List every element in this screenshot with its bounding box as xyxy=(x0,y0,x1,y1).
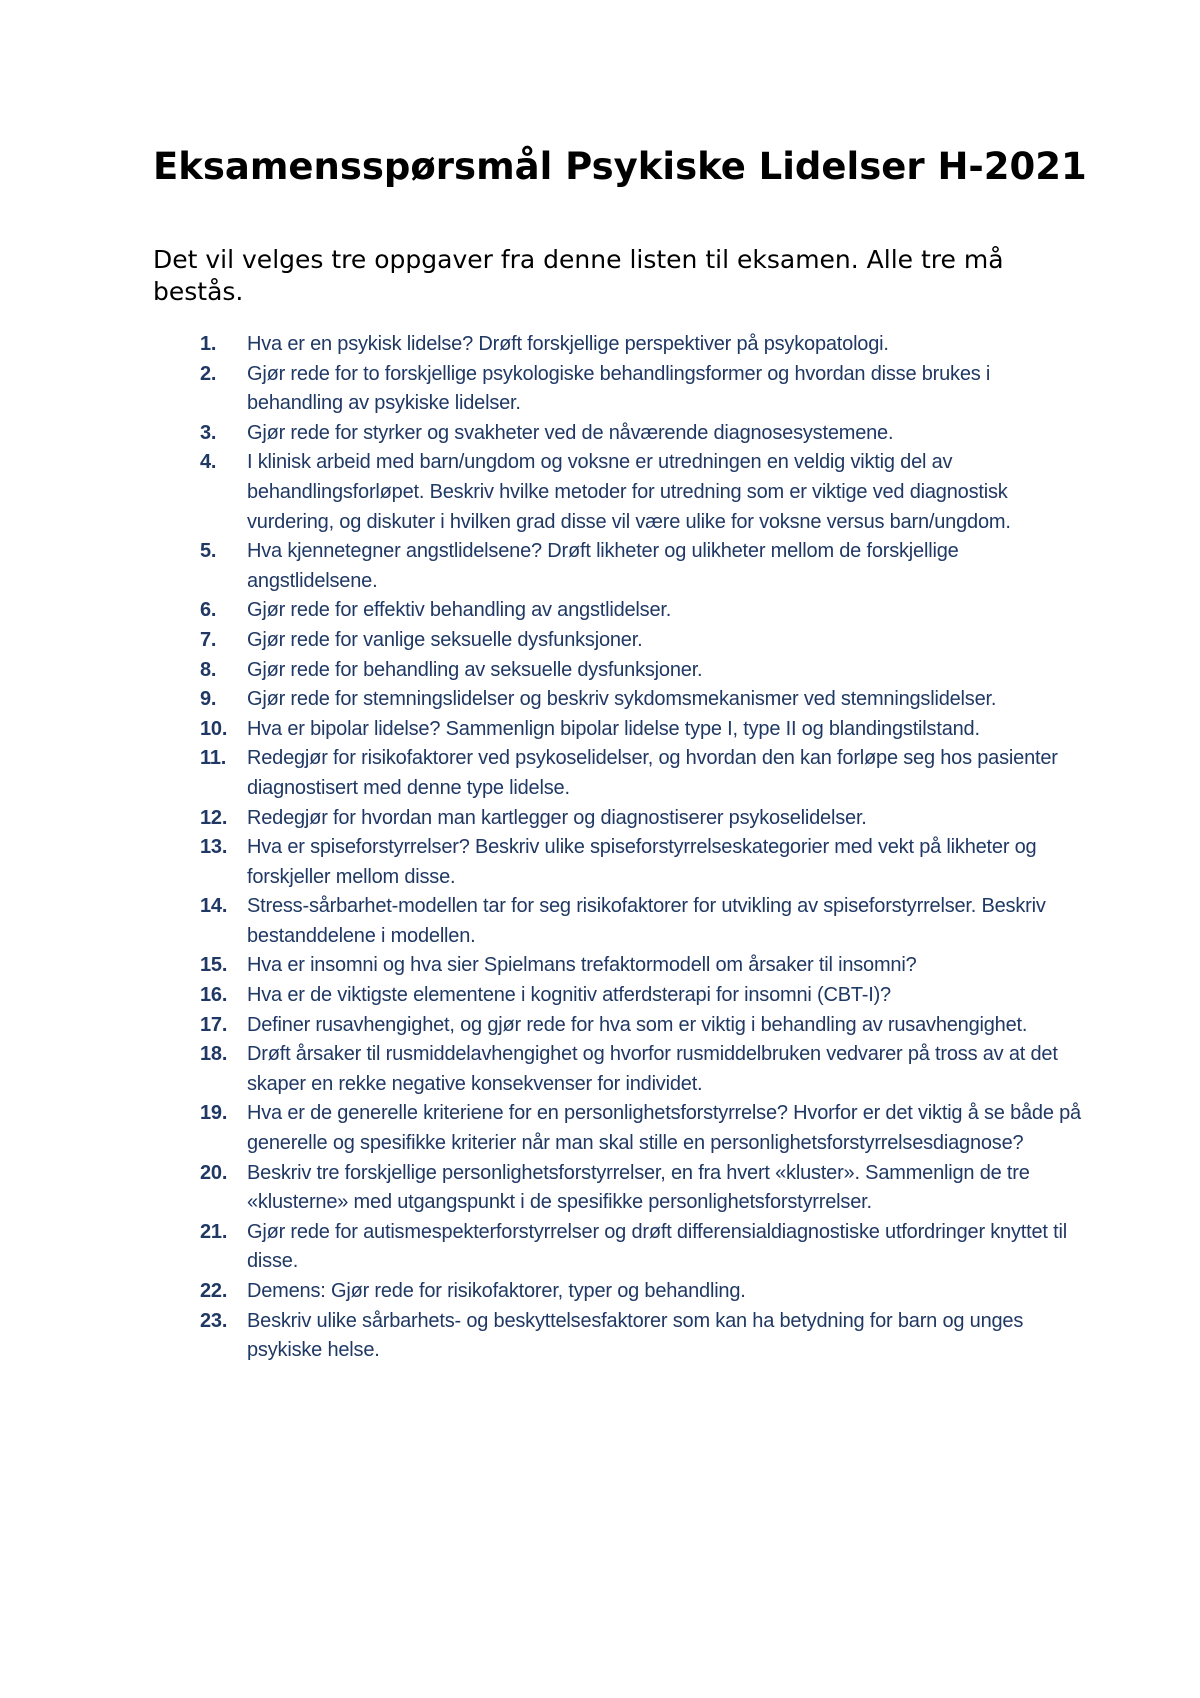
question-item xyxy=(200,330,1087,360)
question-number: 17. xyxy=(200,1013,228,1036)
question-text: Hva er insomni og hva sier Spielmans trefaktormodell om årsaker til insomni? xyxy=(247,954,917,977)
question-number: 14. xyxy=(200,895,228,918)
question-item xyxy=(200,360,1087,419)
question-number: 1. xyxy=(200,333,217,355)
document-title: Eksamensspørsmål Psykiske Lidelser H-2021 xyxy=(153,145,1087,188)
question-item xyxy=(200,744,1087,803)
question-text: Gjør rede for autismespekterforstyrrelser og drøft differensialdiagnostiske utfordringer knyttet til disse. xyxy=(247,1220,1067,1273)
question-item xyxy=(200,1159,1087,1218)
question-item xyxy=(200,715,1087,745)
question-text: Hva er de generelle kriteriene for en personlighetsforstyrrelse? Hvorfor er det viktig å se både på generelle og spesifikke kriterier når man skal stille en personlighetsforstyrrelsesdiagnose? xyxy=(247,1102,1081,1155)
question-text: Stress-sårbarhet-modellen tar for seg risikofaktorer for utvikling av spiseforstyrrelser. Beskriv bestanddelene i modellen. xyxy=(247,895,1046,947)
question-number: 2. xyxy=(200,362,217,385)
question-number: 5. xyxy=(200,540,217,563)
question-text: Gjør rede for stemningslidelser og beskriv sykdomsmekanismer ved stemningslidelser. xyxy=(247,688,997,711)
question-text: Beskriv ulike sårbarhets- og beskyttelsesfaktorer som kan ha betydning for barn og unges psykiske helse. xyxy=(247,1309,1024,1362)
question-number: 16. xyxy=(200,984,228,1007)
question-item xyxy=(200,892,1087,951)
question-number: 9. xyxy=(200,688,217,711)
question-text: Gjør rede for behandling av seksuelle dysfunksjoner. xyxy=(247,658,703,681)
question-item xyxy=(200,1011,1087,1041)
question-item xyxy=(200,537,1087,596)
question-number: 7. xyxy=(200,628,217,651)
question-item xyxy=(200,1099,1087,1158)
question-text: Gjør rede for to forskjellige psykologiske behandlingsformer og hvordan disse brukes i behandling av psykiske lidelser. xyxy=(247,362,991,415)
question-item xyxy=(200,448,1087,537)
question-item xyxy=(200,1218,1087,1277)
question-text: Hva er en psykisk lidelse? Drøft forskjellige perspektiver på psykopatologi. xyxy=(247,333,889,355)
question-text: Hva er bipolar lidelse? Sammenlign bipolar lidelse type I, type II og blandingstilstand. xyxy=(247,717,980,740)
question-list xyxy=(200,330,1087,1366)
question-item xyxy=(200,596,1087,626)
question-text: Gjør rede for effektiv behandling av angstlidelser. xyxy=(247,599,672,622)
question-item xyxy=(200,804,1087,834)
question-number: 21. xyxy=(200,1220,228,1243)
question-text: Redegjør for risikofaktorer ved psykoselidelser, og hvordan den kan forløpe seg hos pasienter diagnostisert med denne type lidelse. xyxy=(247,747,1058,799)
question-text: Demens: Gjør rede for risikofaktorer, typer og behandling. xyxy=(247,1280,746,1302)
question-text: Hva er spiseforstyrrelser? Beskriv ulike spiseforstyrrelseskategorier med vekt på likheter og forskjeller mellom disse. xyxy=(247,836,1037,888)
question-text: Hva er de viktigste elementene i kognitiv atferdsterapi for insomni (CBT-I)? xyxy=(247,984,891,1007)
question-number: 22. xyxy=(200,1280,228,1302)
question-item xyxy=(200,685,1087,715)
question-number: 20. xyxy=(200,1161,228,1184)
question-number: 12. xyxy=(200,806,228,829)
question-item xyxy=(200,1277,1087,1307)
question-number: 18. xyxy=(200,1043,228,1066)
question-item xyxy=(200,951,1087,981)
question-text: Beskriv tre forskjellige personlighetsforstyrrelser, en fra hvert «kluster». Sammenlign de tre «klusterne» med utgangspunkt i de spesifikke personlighetsforstyrrelser. xyxy=(247,1161,1030,1214)
question-number: 15. xyxy=(200,954,228,977)
question-number: 19. xyxy=(200,1102,228,1125)
question-item xyxy=(200,656,1087,686)
question-item xyxy=(200,1040,1087,1099)
question-item xyxy=(200,626,1087,656)
question-item xyxy=(200,1307,1087,1366)
question-number: 13. xyxy=(200,836,228,859)
question-number: 4. xyxy=(200,451,217,474)
question-number: 3. xyxy=(200,421,217,444)
question-number: 23. xyxy=(200,1309,228,1332)
question-text: Definer rusavhengighet, og gjør rede for hva som er viktig i behandling av rusavhengighet. xyxy=(247,1013,1028,1036)
question-item xyxy=(200,981,1087,1011)
intro-paragraph: Det vil velges tre oppgaver fra denne listen til eksamen. Alle tre må bestås. xyxy=(153,245,1004,306)
question-number: 11. xyxy=(200,747,227,770)
question-text: Drøft årsaker til rusmiddelavhengighet og hvorfor rusmiddelbruken vedvarer på tross av at det skaper en rekke negative konsekvenser for individet. xyxy=(247,1043,1058,1095)
question-number: 8. xyxy=(200,658,217,681)
question-text: Gjør rede for vanlige seksuelle dysfunksjoner. xyxy=(247,628,643,651)
question-text: Hva kjennetegner angstlidelsene? Drøft likheter og ulikheter mellom de forskjellige angstlidelsene. xyxy=(247,540,959,592)
question-item xyxy=(200,833,1087,892)
question-text: I klinisk arbeid med barn/ungdom og voksne er utredningen en veldig viktig del av behandlingsforløpet. Beskriv hvilke metoder for utredning som er viktige ved diagnostisk vurdering, og diskuter i hvilken grad disse vil være ulike for voksne versus barn/ungdom. xyxy=(247,451,1011,533)
question-item xyxy=(200,419,1087,449)
question-number: 10. xyxy=(200,717,228,740)
question-text: Gjør rede for styrker og svakheter ved de nåværende diagnosesystemene. xyxy=(247,421,894,444)
question-text: Redegjør for hvordan man kartlegger og diagnostiserer psykoselidelser. xyxy=(247,806,867,829)
question-number: 6. xyxy=(200,599,217,622)
